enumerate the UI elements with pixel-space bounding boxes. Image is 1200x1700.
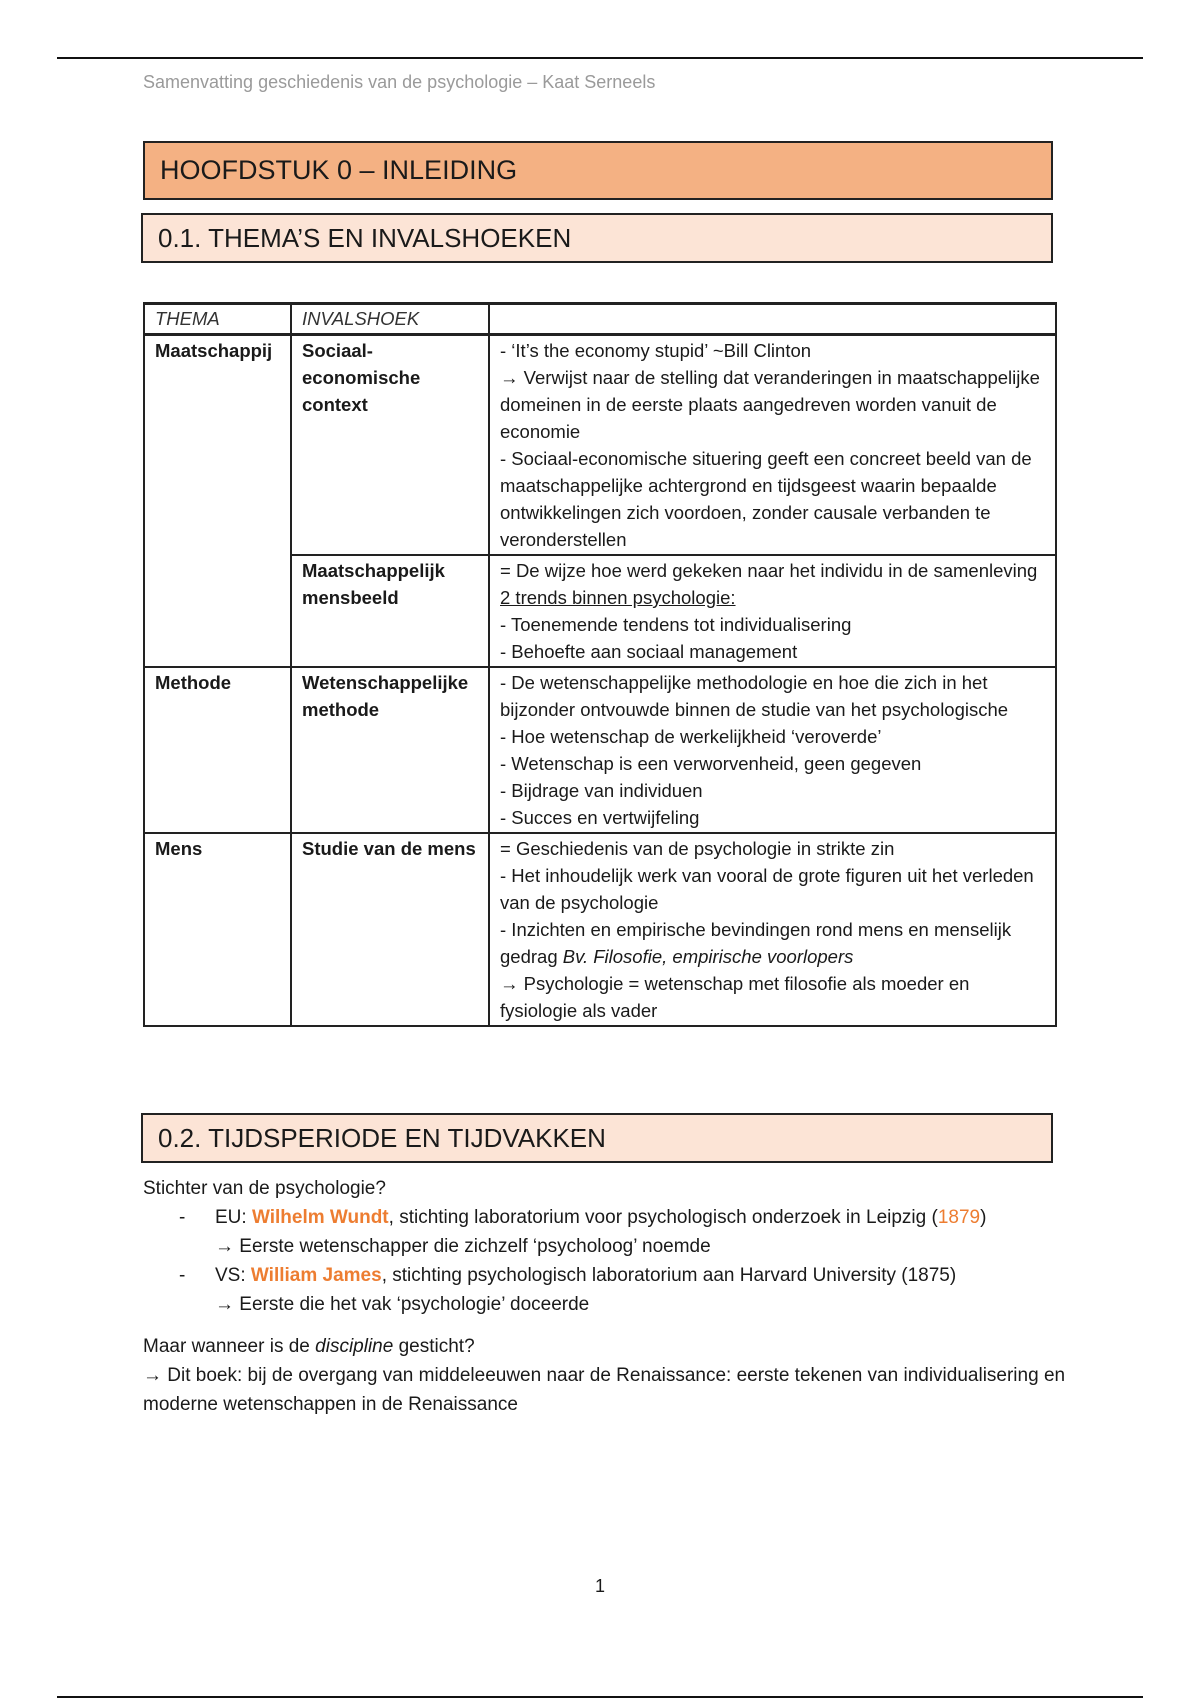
description-cell xyxy=(489,335,1056,556)
angle-cell-wetenschappelijke-methode: Wetenschappelijke methode xyxy=(291,667,489,833)
question-text-end: gesticht? xyxy=(393,1336,475,1357)
list-item xyxy=(143,1261,1073,1290)
description-example: Bv. Filosofie, empirische voorlopers xyxy=(562,946,854,967)
founder-question: Stichter van de psychologie? xyxy=(143,1178,386,1199)
description-line: → Psychologie = wetenschap met filosofie als moeder en fysiologie als vader xyxy=(500,973,970,1021)
theme-cell-methode: Methode xyxy=(144,667,291,833)
table-row xyxy=(144,667,1056,833)
question-text: Maar wanneer is de xyxy=(143,1336,316,1357)
table-header-row xyxy=(144,304,1056,335)
theme-cell-maatschappij: Maatschappij xyxy=(144,335,291,668)
header-angle: INVALSHOEK xyxy=(291,304,489,335)
description-line: - Behoefte aan sociaal management xyxy=(500,641,798,662)
description-cell xyxy=(489,667,1056,833)
founder-year: 1879 xyxy=(937,1207,981,1228)
description-line: - Hoe wetenschap de werkelijkheid ‘veroverde’ xyxy=(500,726,882,747)
page-number: 1 xyxy=(594,1576,605,1596)
founder-name: William James xyxy=(250,1265,382,1286)
angle-cell-sociaal-economische-context: Sociaal-economische context xyxy=(291,335,489,556)
top-rule xyxy=(57,57,1143,59)
bullet-dash: - xyxy=(179,1265,186,1286)
description-line: - Succes en vertwijfeling xyxy=(500,807,700,828)
table-row xyxy=(144,833,1056,1026)
region-label: EU: xyxy=(215,1207,252,1228)
description-subheading: 2 trends binnen psychologie: xyxy=(500,587,736,608)
founders-block xyxy=(143,1174,1073,1319)
bullet-dash: - xyxy=(179,1207,186,1228)
founder-note: → Eerste die het vak ‘psychologie’ doceerde xyxy=(215,1294,590,1315)
description-cell xyxy=(489,833,1056,1026)
founder-note: → Eerste wetenschapper die zichzelf ‘psycholoog’ noemde xyxy=(215,1236,711,1257)
founder-text: , stichting psychologisch laboratorium aan Harvard University (1875) xyxy=(381,1265,957,1286)
themes-table xyxy=(143,302,1057,1027)
section-heading-periods: 0.2. TIJDSPERIODE EN TIJDVAKKEN xyxy=(141,1113,1053,1163)
discipline-block xyxy=(143,1332,1073,1419)
description-line: - Het inhoudelijk werk van vooral de grote figuren uit het verleden van de psychologie xyxy=(500,865,1034,913)
region-label: VS: xyxy=(215,1265,251,1286)
description-line: - ‘It’s the economy stupid’ ~Bill Clinton xyxy=(500,340,812,361)
question-emphasis: discipline xyxy=(315,1336,394,1357)
header-theme: THEMA xyxy=(144,304,291,335)
table-row xyxy=(144,335,1056,556)
founder-text: , stichting laboratorium voor psychologisch onderzoek in Leipzig ( xyxy=(388,1207,938,1228)
header-description xyxy=(489,304,1056,335)
description-line: - Sociaal-economische situering geeft een concreet beeld van de maatschappelijke achtergrond en tijdsgeest waarin bepaalde ontwikkelingen zich voordoen, zonder causale verbanden te veronderstellen xyxy=(500,448,1032,550)
description-line-text: - Inzichten en empirische bevindingen rond mens en menselijk gedrag xyxy=(500,919,1012,967)
chapter-heading: HOOFDSTUK 0 – INLEIDING xyxy=(143,141,1053,200)
running-header: Samenvatting geschiedenis van de psychologie – Kaat Serneels xyxy=(143,72,656,92)
description-line xyxy=(500,916,1045,970)
theme-cell-mens: Mens xyxy=(144,833,291,1026)
founder-name: Wilhelm Wundt xyxy=(251,1207,389,1228)
angle-cell-maatschappelijk-mensbeeld: Maatschappelijk mensbeeld xyxy=(291,555,489,667)
angle-cell-studie-van-de-mens: Studie van de mens xyxy=(291,833,489,1026)
description-line: - De wetenschappelijke methodologie en hoe die zich in het bijzonder ontvouwde binnen de studie van het psychologische xyxy=(500,672,1009,720)
description-cell xyxy=(489,555,1056,667)
bottom-rule xyxy=(57,1696,1143,1698)
description-line: - Wetenschap is een verworvenheid, geen gegeven xyxy=(500,753,922,774)
description-line: = De wijze hoe werd gekeken naar het individu in de samenleving xyxy=(500,560,1038,581)
list-item xyxy=(143,1203,1073,1232)
description-line: - Toenemende tendens tot individualisering xyxy=(500,614,852,635)
discipline-answer: → Dit boek: bij de overgang van middeleeuwen naar de Renaissance: eerste tekenen van individualisering en moderne wetenschappen in de Renaissance xyxy=(143,1365,1066,1415)
section-heading-themes: 0.1. THEMA’S EN INVALSHOEKEN xyxy=(141,213,1053,263)
description-line: → Verwijst naar de stelling dat veranderingen in maatschappelijke domeinen in de eerste plaats aangedreven worden vanuit de economie xyxy=(500,367,1040,442)
description-line: = Geschiedenis van de psychologie in strikte zin xyxy=(500,838,895,859)
description-line: - Bijdrage van individuen xyxy=(500,780,703,801)
discipline-question xyxy=(143,1332,1073,1361)
founder-close: ) xyxy=(980,1207,987,1228)
